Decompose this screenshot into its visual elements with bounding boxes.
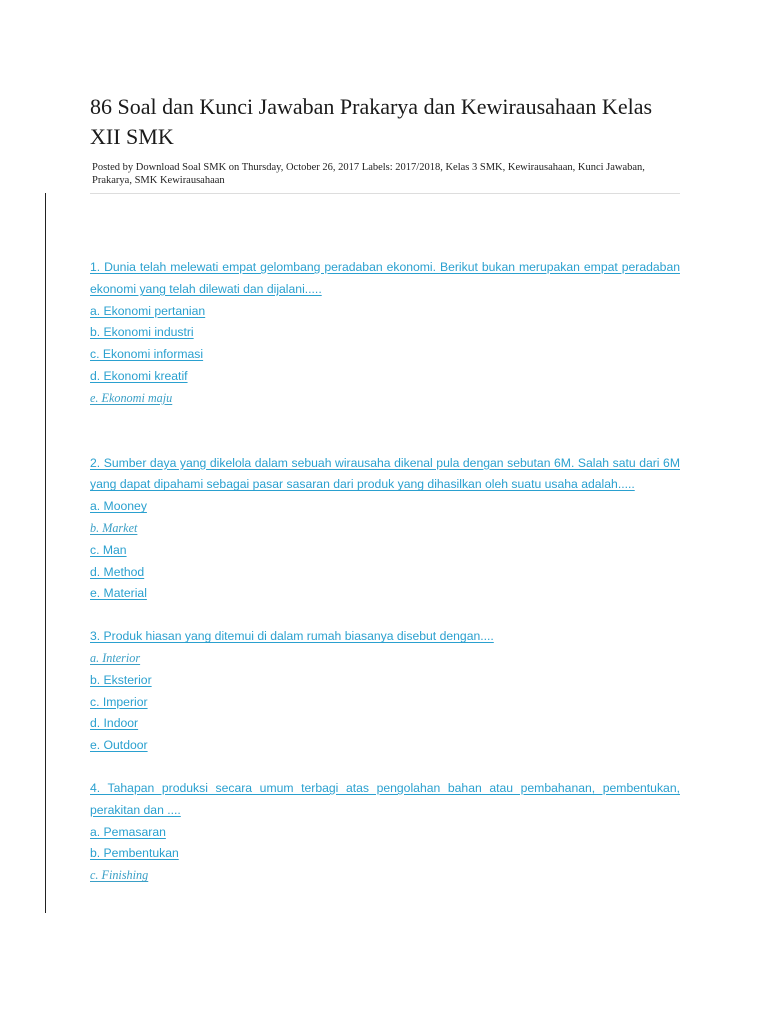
spacer [90, 410, 680, 453]
page-margin-line [45, 193, 46, 913]
option-c-answer[interactable]: c. Finishing [90, 868, 149, 883]
option-a[interactable]: a. Pemasaran [90, 824, 166, 839]
option-c[interactable]: c. Ekonomi informasi [90, 347, 204, 362]
article [90, 92, 680, 887]
option-b-answer[interactable]: b. Market [90, 520, 138, 535]
option-b[interactable]: b. Eksterior [90, 672, 152, 687]
option-a-answer[interactable]: a. Interior [90, 650, 141, 665]
option-e[interactable]: e. Material [90, 586, 147, 601]
option-d[interactable]: d. Ekonomi kreatif [90, 368, 188, 383]
question-text[interactable]: 3. Produk hiasan yang ditemui di dalam rumah biasanya disebut dengan.... [90, 629, 494, 644]
option-e[interactable]: e. Outdoor [90, 738, 148, 753]
post-meta-text: Posted by Download Soal SMK on Thursday, October 26, 2017 Labels: 2017/2018, Kelas 3 SMK, Kewirausahaan, Kunci Jawaban, Prakarya, SMK Kewirausahaan [92, 162, 645, 186]
question-text[interactable]: 4. Tahapan produksi secara umum terbagi atas pengolahan bahan atau pembahanan, pembentukan, perakitan dan .... [90, 780, 680, 817]
option-b[interactable]: b. Ekonomi industri [90, 325, 194, 340]
post-meta [90, 161, 680, 194]
question-text[interactable]: 2. Sumber daya yang dikelola dalam sebuah wirausaha dikenal pula dengan sebutan 6M. Salah satu dari 6M yang dapat dipahami sebagai pasar sasaran dari produk yang dihasilkan oleh suatu usaha adalah..... [90, 455, 680, 492]
page-title: 86 Soal dan Kunci Jawaban Prakarya dan Kewirausahaan Kelas XII SMK [90, 94, 653, 149]
question-2 [90, 453, 680, 606]
question-4 [90, 778, 680, 887]
option-a[interactable]: a. Mooney [90, 499, 147, 514]
question-text[interactable]: 1. Dunia telah melewati empat gelombang peradaban ekonomi. Berikut bukan merupakan empat peradaban ekonomi yang telah dilewati dan dijalani..... [90, 260, 680, 296]
question-list [90, 257, 680, 887]
option-c[interactable]: c. Man [90, 542, 127, 557]
question-1 [90, 257, 680, 410]
option-d[interactable]: d. Indoor [90, 716, 139, 731]
question-3 [90, 626, 680, 757]
option-c[interactable]: c. Imperior [90, 694, 148, 709]
spacer [90, 757, 680, 778]
option-b[interactable]: b. Pembentukan [90, 846, 179, 861]
option-a[interactable]: a. Ekonomi pertanian [90, 303, 206, 318]
option-d[interactable]: d. Method [90, 564, 145, 579]
option-e-answer[interactable]: e. Ekonomi maju [90, 390, 173, 405]
spacer [90, 605, 680, 626]
